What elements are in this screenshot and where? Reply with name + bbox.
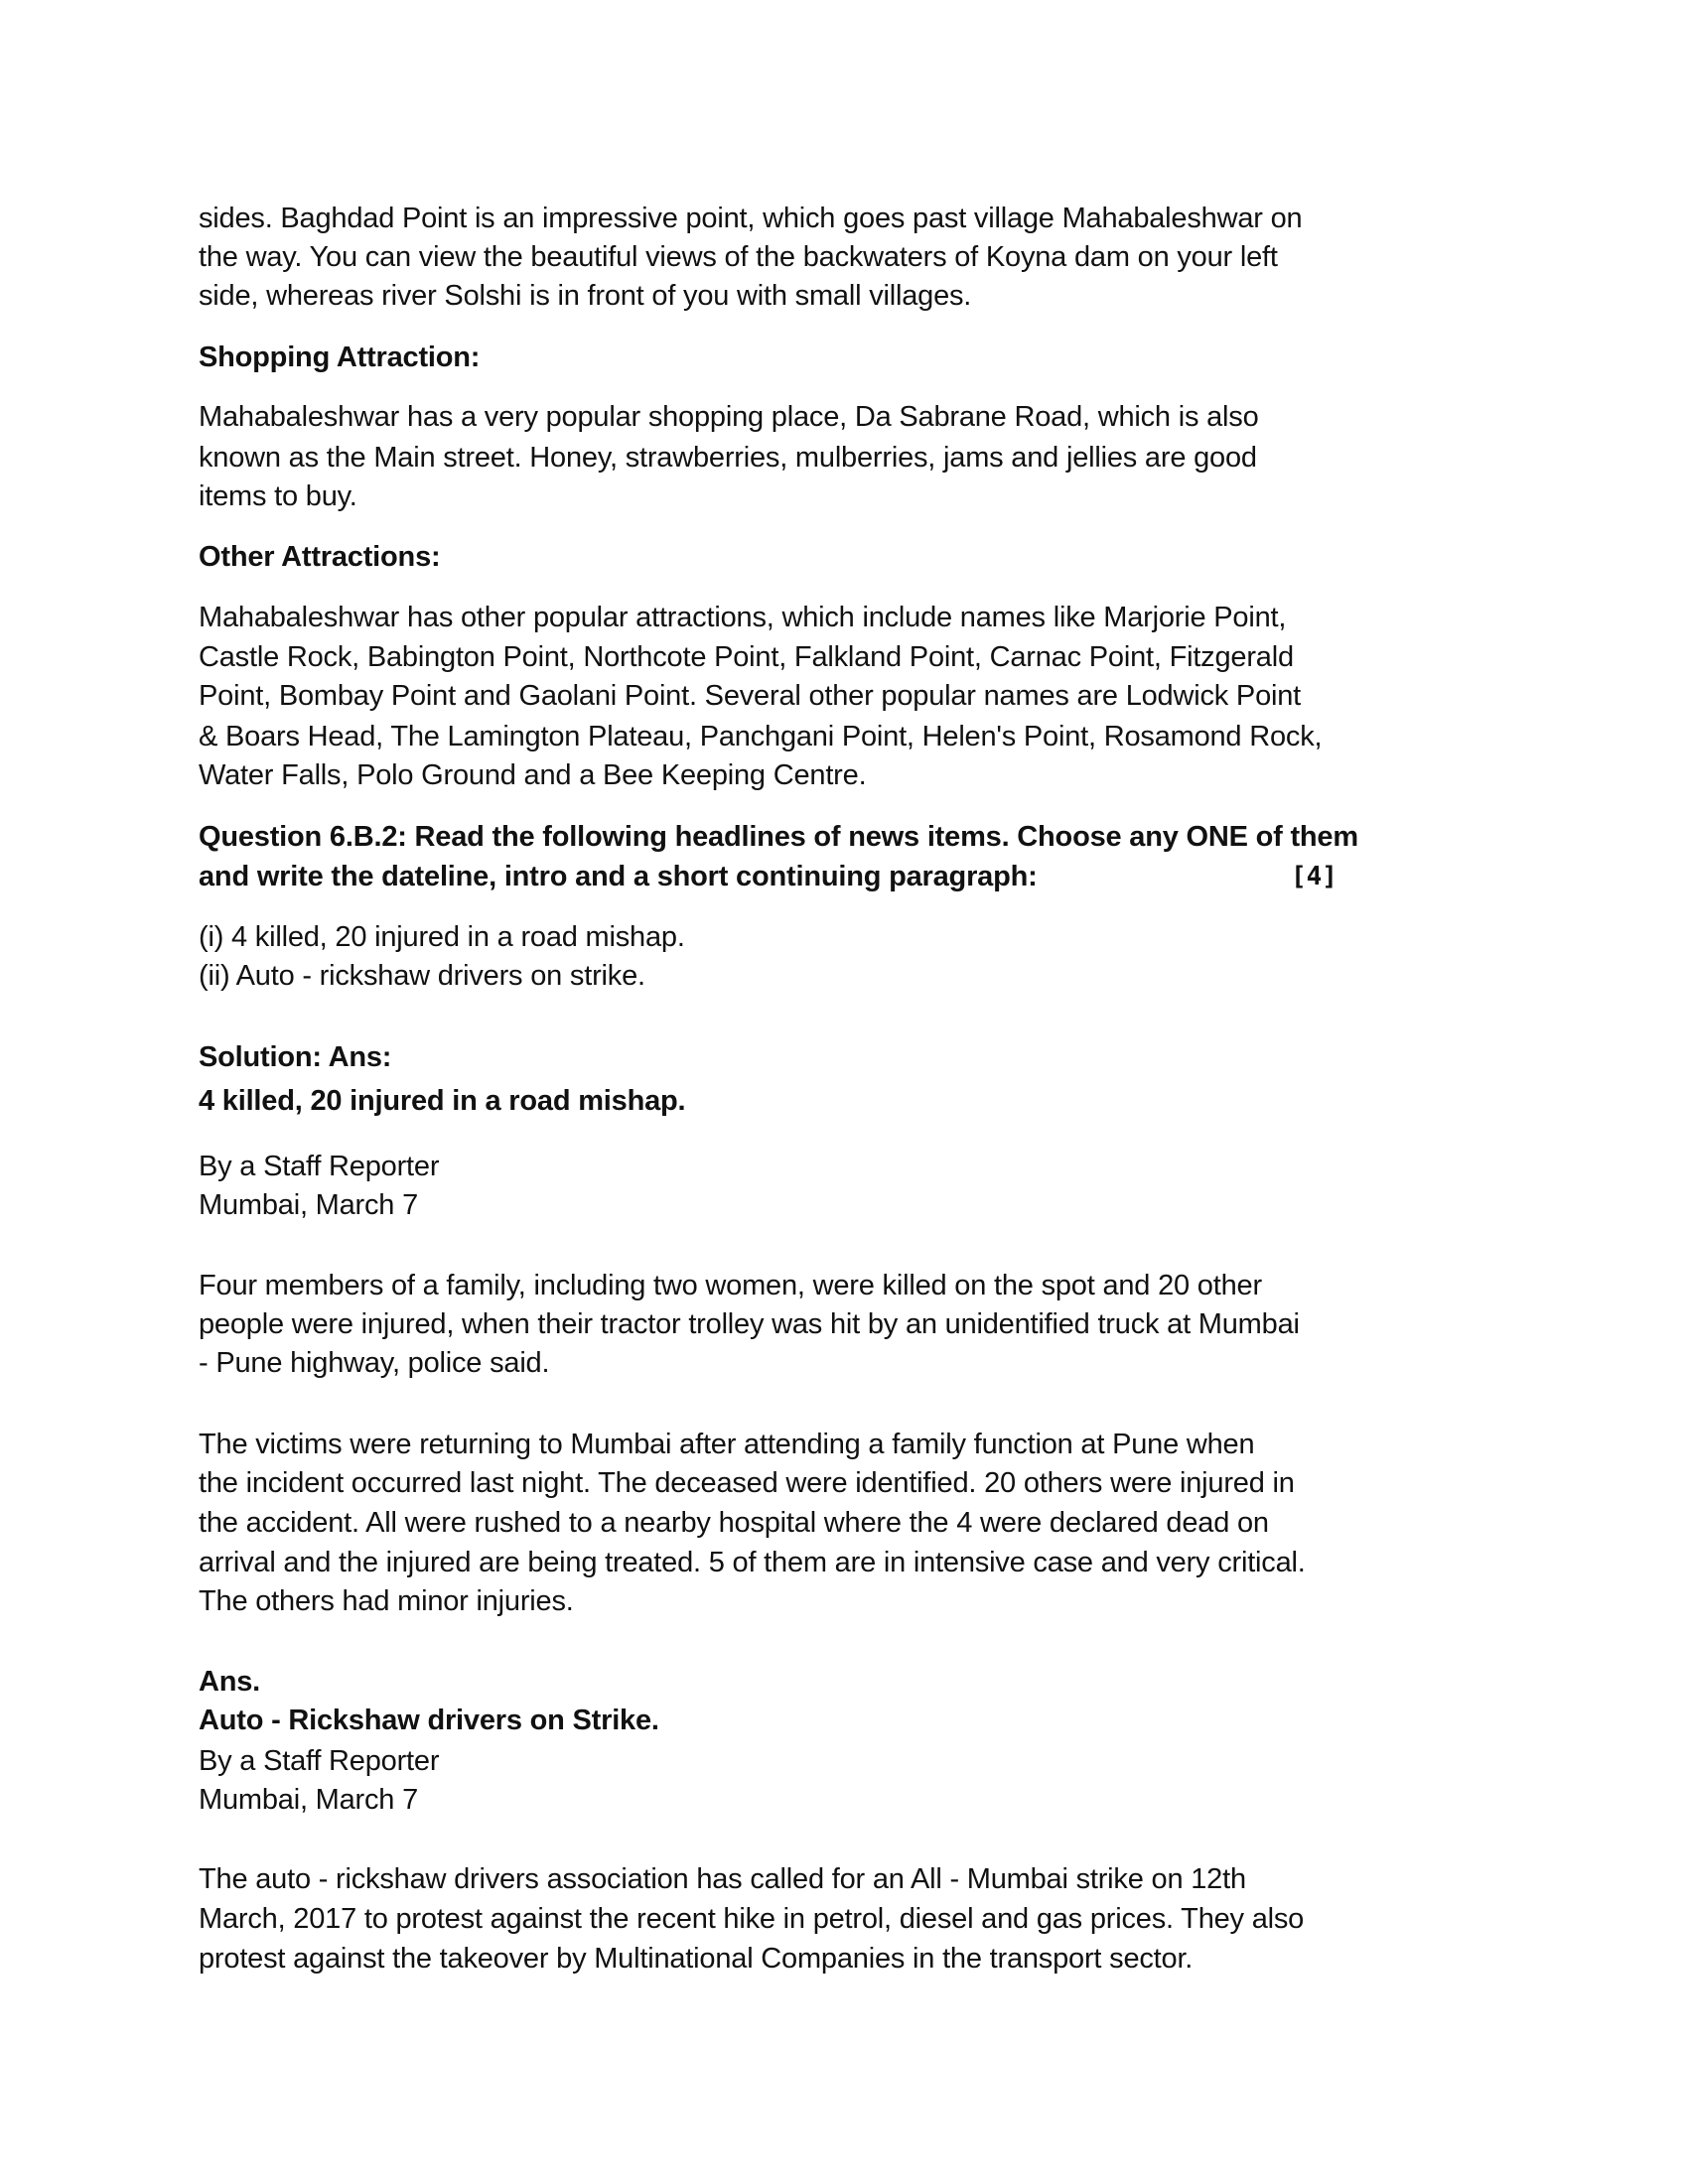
question-option: (i) 4 killed, 20 injured in a road mishap. (199, 921, 685, 953)
byline: By a Staff Reporter (199, 1745, 440, 1777)
text-line: the way. You can view the beautiful views of the backwaters of Koyna dam on your left (199, 241, 1278, 273)
text-line: Mahabaleshwar has a very popular shopping place, Da Sabrane Road, which is also (199, 401, 1259, 433)
text-line: the accident. All were rushed to a nearby hospital where the 4 were declared dead on (199, 1507, 1269, 1539)
question-text-line: and write the dateline, intro and a short continuing paragraph: (199, 861, 1038, 892)
text-line: Point, Bombay Point and Gaolani Point. Several other popular names are Lodwick Point (199, 680, 1302, 712)
question-text-line: Question 6.B.2: Read the following headlines of news items. Choose any ONE of them (199, 821, 1358, 853)
text-line: Four members of a family, including two women, were killed on the spot and 20 other (199, 1270, 1262, 1301)
news-headline: 4 killed, 20 injured in a road mishap. (199, 1085, 686, 1117)
other-attractions-heading: Other Attractions: (199, 541, 441, 573)
text-line: people were injured, when their tractor trolley was hit by an unidentified truck at Mumbai (199, 1308, 1300, 1340)
answer-label: Ans. (199, 1666, 261, 1698)
text-line: The victims were returning to Mumbai after attending a family function at Pune when (199, 1429, 1255, 1460)
text-line: arrival and the injured are being treated. 5 of them are in intensive case and very critical. (199, 1547, 1306, 1578)
text-line: items to buy. (199, 480, 357, 512)
text-line: March, 2017 to protest against the recent hike in petrol, diesel and gas prices. They also (199, 1903, 1305, 1935)
text-line: Mahabaleshwar has other popular attractions, which include names like Marjorie Point, (199, 602, 1287, 633)
text-line: The others had minor injuries. (199, 1585, 574, 1617)
text-line: Water Falls, Polo Ground and a Bee Keeping Centre. (199, 759, 867, 791)
dateline: Mumbai, March 7 (199, 1784, 419, 1816)
dateline: Mumbai, March 7 (199, 1189, 419, 1221)
text-line: known as the Main street. Honey, strawberries, mulberries, jams and jellies are good (199, 442, 1257, 474)
text-line: Castle Rock, Babington Point, Northcote Point, Falkland Point, Carnac Point, Fitzgerald (199, 641, 1294, 673)
text-line: side, whereas river Solshi is in front of you with small villages. (199, 280, 972, 312)
news-headline: Auto - Rickshaw drivers on Strike. (199, 1705, 659, 1736)
question-option: (ii) Auto - rickshaw drivers on strike. (199, 960, 645, 992)
solution-label: Solution: Ans: (199, 1041, 392, 1073)
text-line: protest against the takeover by Multinational Companies in the transport sector. (199, 1943, 1194, 1975)
text-line: & Boars Head, The Lamington Plateau, Panchgani Point, Helen's Point, Rosamond Rock, (199, 721, 1323, 752)
text-line: - Pune highway, police said. (199, 1347, 550, 1379)
byline: By a Staff Reporter (199, 1151, 440, 1182)
marks-badge: [4] (1291, 862, 1337, 891)
text-line: The auto - rickshaw drivers association has called for an All - Mumbai strike on 12th (199, 1863, 1246, 1895)
shopping-heading: Shopping Attraction: (199, 341, 481, 373)
text-line: sides. Baghdad Point is an impressive point, which goes past village Mahabaleshwar on (199, 203, 1303, 234)
text-line: the incident occurred last night. The deceased were identified. 20 others were injured in (199, 1467, 1295, 1499)
